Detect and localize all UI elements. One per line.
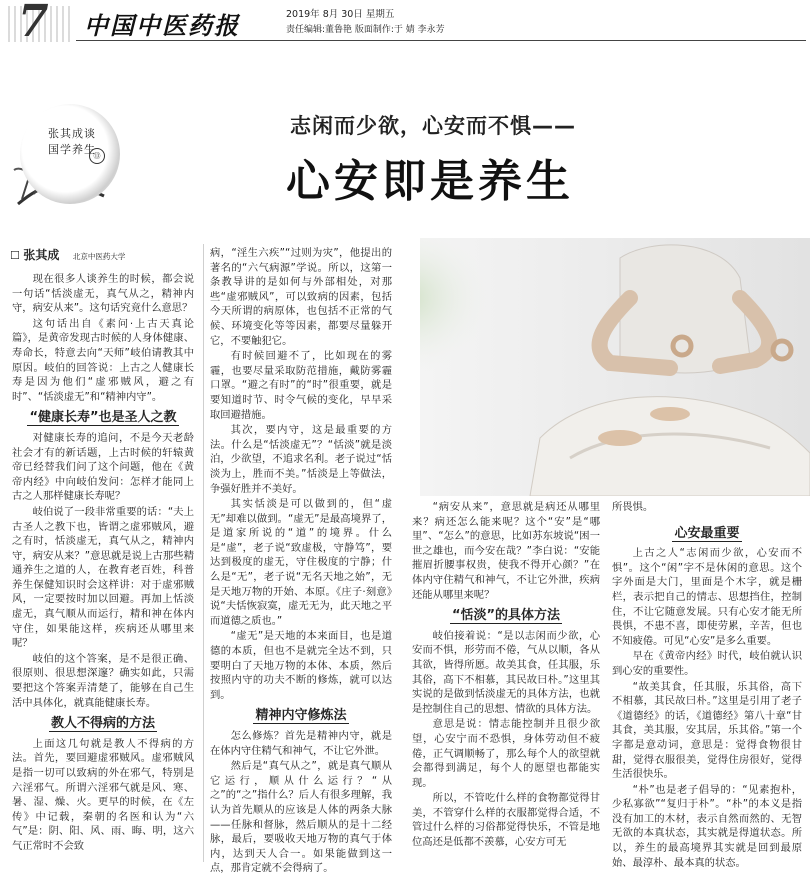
paragraph: “故美其食，任其服，乐其俗，高下不相慕，其民故曰朴。”这里是引用了老子《道德经》的话，《道德经》第八十章“甘其食，美其服，安其居，乐其俗。”第一个字都是意动词，意思是：觉得食物很甘甜，觉得衣服很美，觉得住房很好，觉得生活很快乐。 xyxy=(612,680,802,781)
article-subtitle: 志闲而少欲，心安而不惧—— xyxy=(290,114,576,138)
paragraph: 早在《黄帝内经》时代，岐伯就认识到心安的重要性。 xyxy=(612,650,802,677)
paragraph: 岐伯的这个答案，是不是很正确、很原则、很思想深邃？确实如此，只需要把这个答案弄清楚了，能够在自己生活中具体化，就真能健康长寿。 xyxy=(12,652,194,709)
section-heading xyxy=(12,411,194,426)
meditation-photo xyxy=(420,238,810,496)
paragraph: 岐伯说了一段非常重要的话：“夫上古圣人之教下也，皆谓之虚邪贼风，避之有时，恬淡虚无，真气从之，精神内守，病安从来？”意思就是说上古那些精通养生之道的人，在教育老百姓，科普养生保健知识时会这样讲：对于虚邪贼风，一定要按时加以回避。再加上恬淡虚无，真气顺从而运行，精和神在体内守住，如果能这样，疾病还从哪里来呢？ xyxy=(12,505,194,650)
paragraph: 病，“淫生六疾”“过则为灾”，他提出的著名的“六气病源”学说。所以，这第一条教导讲的是如何与外部相处，对那些“虚邪贼风”，可以致病的因素，包括今天所谓的病原体，也包括不正常的气候、环境变化等等因素，都要尽量躲开它，不要触犯它。 xyxy=(210,247,392,347)
author-affiliation: 北京中医药大学 xyxy=(72,252,126,261)
paragraph: 有时候回避不了，比如现在的雾霾，也要尽量采取防范措施，戴防雾霾口罩。“避之有时”的“时”很重要，就是要知道时节、时令气候的变化，早早采取回避措施。 xyxy=(210,350,392,421)
paragraph: 上面这几句就是教人不得病的方法。首先，要回避虚邪贼风。虚邪贼风是指一切可以致病的外在邪气，特别是六淫邪气。所谓六淫邪气就是风、寒、暑、湿、燥、火。更早的时候，在《左传》中记载，秦朝的名医和认为“六气”是：阴、阳、风、雨、晦、明，这六气正常时不会致 xyxy=(12,737,194,852)
section-heading xyxy=(12,717,194,732)
masthead-divider xyxy=(76,40,806,41)
page-number: 7 xyxy=(18,0,47,47)
paragraph: 这句话出自《素问·上古天真论篇》，是黄帝发现古时候的人身体健康、寿命长，特意去向“天师”岐伯请教其中原因。岐伯的回答说：上古之人健康长寿是因为他们“虚邪贼风，避之有时”、“恬淡虚无”和“精神内守”。 xyxy=(12,317,194,403)
logo-text-line1: 张其成谈 xyxy=(48,127,96,140)
section-heading xyxy=(210,709,392,724)
section-heading-text: “恬淡”的具体方法 xyxy=(451,608,561,624)
column-divider xyxy=(203,244,204,862)
issue-date: 2019年 8月 30日 星期五 xyxy=(286,9,395,20)
section-heading-text: 教人不得病的方法 xyxy=(50,716,155,732)
section-heading-text: 精神内守修炼法 xyxy=(255,708,347,724)
issue-editors: 责任编辑:董鲁艳 版面制作:于 婧 李永芳 xyxy=(286,25,445,35)
paragraph: 所畏惧。 xyxy=(612,501,654,513)
section-heading-text: 心安最重要 xyxy=(674,525,740,541)
section-heading xyxy=(612,527,802,542)
paragraph: 所以，不管吃什么样的食物都觉得甘美，不管穿什么样的衣服都觉得合适，不管过什么样的习俗都觉得快乐，不管是地位高还是低都不羡慕，心安方可无 xyxy=(412,792,600,849)
paragraph: 然后是“真气从之”，就是真气顺从它运行，顺从什么运行？“从之”的“之”指什么？后人有很多理解，我认为首先顺从的应该是人体的两条大脉——任脉和督脉，然后顺从的是十二经脉，最后，要吸收天地万物的真气于体内，达到天人合一。如果能做到这一点，那肯定就不会得病了。 xyxy=(210,760,392,875)
page-number-box xyxy=(8,0,72,47)
section-heading xyxy=(412,609,600,624)
author-box-icon: ☐ xyxy=(10,249,20,262)
section-heading-text: “健康长寿”也是圣人之教 xyxy=(29,410,177,426)
newspaper-name: 中国中医药报 xyxy=(84,11,240,40)
paragraph: 怎么修炼？首先是精神内守，就是在体内守住精气和神气，不让它外泄。 xyxy=(210,730,392,757)
meditation-figure-illustration xyxy=(420,238,810,496)
paragraph: “朴”也是老子倡导的：“见素抱朴，少私寡欲”“复归于朴”。“朴”的本义是指没有加工的木材，表示自然而然的、无智无欲的本真状态，其实就是得道状态。所以，养生的最高境界其实就是回到最原始、最淳朴、最本真的状态。 xyxy=(612,783,802,869)
author-line xyxy=(10,246,125,263)
article-column-4 xyxy=(612,500,802,871)
author-name: 张其成 xyxy=(23,248,60,262)
article-column-2 xyxy=(210,246,392,877)
logo-text-line2: 国学养生 xyxy=(48,143,96,156)
paragraph: “虚无”是天地的本来面目，也是道德的本质，但也不是就完全达不到，只要明白了天地万物的本体、本质，然后按照内守的功夫不断的修炼，就可以达到。 xyxy=(210,630,392,701)
paragraph: 其实恬淡是可以做到的，但“虚无”却难以做到。“虚无”是最高境界了，是道家所说的“道”的境界。什么是“虚”，老子说“致虚极，守静笃”，要达到极度的虚无，守住极度的宁静；什么是“无”，老子说“无名天地之始”，无是天地万物的开始、本原。《庄子·刻意》说“夫恬恢寂寞，虚无无为，此天地之平而道德之质也。” xyxy=(210,498,392,627)
paragraph: “病安从来”，意思就是病还从哪里来？病还怎么能来呢？这个“安”是“哪里”、“怎么”的意思，比如苏东坡说“困一世之雄也，而今安在哉？”李白说：“安能摧眉折腰事权贵，使我不得开心颜？”在体内守住精气和神气，不让它外泄，疾病还能从哪里来呢？ xyxy=(412,501,600,601)
article-column-3 xyxy=(412,500,600,851)
logo-seal: ⑬ xyxy=(89,148,105,164)
paragraph: 对健康长寿的追问，不是今天老龄社会才有的新话题，上古时候的轩辕黄帝已经替我们问了这个问题，他在《黄帝内经》中向岐伯发问：怎样才能同上古之人那样健康长寿呢？ xyxy=(12,431,194,503)
article-title: 心安即是养生 xyxy=(286,156,574,207)
paragraph: 现在很多人谈养生的时候，都会说一句话“恬淡虚无，真气从之，精神内守，病安从来”。这句话究竟什么意思？ xyxy=(12,273,194,315)
paragraph: 岐伯接着说：“是以志闲而少欲，心安而不惧，形劳而不倦，气从以顺，各从其欲，皆得所愿。故美其食，任其服，乐其俗，高下不相慕，其民故曰朴。”这里其实说的是做到恬淡虚无的具体方法，也就是控制住自己的思想、情欲的具体方法。 xyxy=(412,629,600,715)
paragraph: 上古之人“志闲而少欲，心安而不惧”。这个“闲”字不是休闲的意思。这个字外面是大门，里面是个木字，就是栅栏，表示把自己的情志、思想挡住，控制住，不让它随意发展。只有心安才能无所畏惧，不患不喜，即使劳累，辛苦，但也不知疲倦。可见“心安”是多么重要。 xyxy=(612,547,802,647)
paragraph: 意思是说：情志能控制并且很少欲望，心安宁而不恐惧，身体劳动但不疲倦，正气调顺畅了，那么每个人的欲望就会都得到满足，每个人的愿望也都能实现。 xyxy=(412,718,600,789)
column-logo xyxy=(12,104,132,214)
paragraph: 其次，要内守，这是最重要的方法。什么是“恬淡虚无”？“恬淡”就是淡泊，少欲望，不追求名利。老子说过“恬淡为上，胜而不美。”恬淡是上等做法，争强好胜并不美好。 xyxy=(210,424,392,495)
article-column-1 xyxy=(12,272,194,855)
masthead xyxy=(0,0,810,46)
